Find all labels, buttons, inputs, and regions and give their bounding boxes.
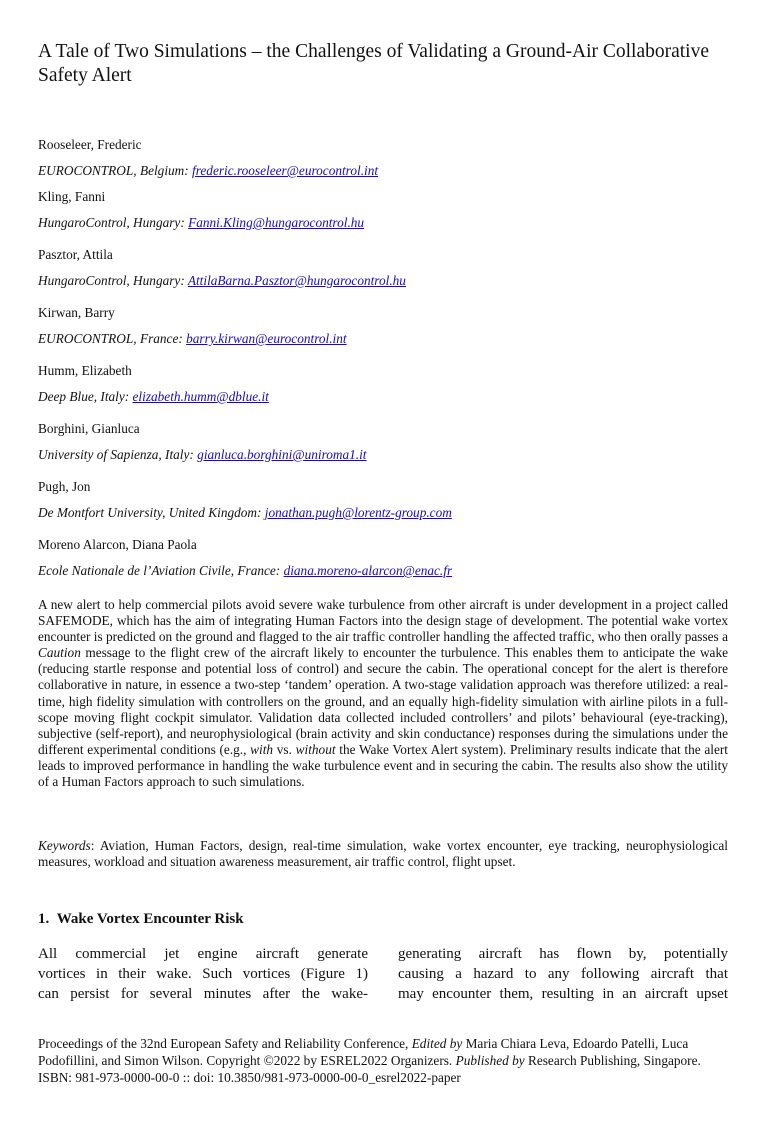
author-email-link[interactable]: gianluca.borghini@uniroma1.it	[197, 447, 367, 462]
author-email-link[interactable]: elizabeth.humm@dblue.it	[132, 389, 269, 404]
author-affiliation	[38, 210, 728, 236]
author-affiliation	[38, 442, 728, 468]
author-entry	[38, 416, 728, 468]
author-name: Rooseleer, Frederic	[38, 137, 142, 152]
author-email-link[interactable]: Fanni.Kling@hungarocontrol.hu	[188, 215, 365, 230]
author-email-link[interactable]: jonathan.pugh@lorentz-group.com	[264, 505, 452, 520]
author-name: Kling, Fanni	[38, 189, 106, 204]
abstract-text: message to the flight crew of the aircraft likely to encounter the turbulence. This enables them to anticipate the wake (reducing startle response and potential loss of control) and secure the cabin. The operational concept for the alert is therefore collaborative in nature, in essence a two-step ‘tandem’ operation. A two-stage validation approach was therefore utilized: a real-time, high fidelity simulation with controllers on the ground, and an equally high-fidelity simulation with airline pilots in a full-scope moving flight cockpit simulator. Validation data collected included controllers’ and pilots’ behavioural (eye-tracking), subjective (self-report), and neurophysiological (brain activity and skin conductance) responses during the simulations under the different experimental conditions (e.g.,	[38, 645, 728, 757]
author-entry	[38, 184, 728, 236]
author-name: Moreno Alarcon, Diana Paola	[38, 537, 197, 552]
abstract-text: A new alert to help commercial pilots avoid severe wake turbulence from other aircraft is under development in a project called SAFEMODE, which has the aim of integrating Human Factors into the design stage of development. The potential wake vortex encounter is predicted on the ground and flagged to the air traffic controller handling the affected traffic, who then orally passes a	[38, 597, 728, 645]
body-line: can persist for several minutes after the wake-	[38, 986, 368, 1002]
author-list	[38, 132, 728, 584]
author-email-link[interactable]: AttilaBarna.Pasztor@hungarocontrol.hu	[187, 273, 406, 288]
footer-emphasis: Published by	[455, 1053, 525, 1068]
abstract-emphasis: with	[250, 741, 274, 757]
affiliation-text: De Montfort University, United Kingdom:	[38, 505, 262, 520]
body-column-left	[38, 944, 368, 1004]
author-email-link[interactable]: barry.kirwan@eurocontrol.int	[186, 331, 347, 346]
author-name: Humm, Elizabeth	[38, 363, 132, 378]
author-affiliation	[38, 558, 728, 584]
keywords-text: : Aviation, Human Factors, design, real-time simulation, wake vortex encounter, eye tracking, neurophysiological measures, workload and situation awareness measurement, air traffic control, flight upset.	[38, 838, 728, 870]
abstract-text: vs.	[273, 741, 296, 757]
footer-text: Maria Chiara Leva, Edoardo Patelli, Luca Podofillini, and Simon Wilson. Copyright ©2022 by ESREL2022 Organizers.	[38, 1036, 689, 1068]
footer-emphasis: Edited by	[411, 1036, 463, 1051]
keywords-label: Keywords	[38, 838, 91, 853]
author-name: Borghini, Gianluca	[38, 421, 140, 436]
affiliation-text: University of Sapienza, Italy:	[38, 447, 194, 462]
author-affiliation	[38, 384, 728, 410]
author-name: Pasztor, Attila	[38, 247, 113, 262]
abstract-text: the Wake Vortex Alert system). Preliminary results indicate that the alert leads to improved performance in handling the wake turbulence event and in securing the cabin. The results also show the utility of a Human Factors approach to such simulations.	[38, 741, 729, 790]
affiliation-text: HungaroControl, Hungary:	[38, 215, 185, 230]
body-line: generating aircraft has flown by, potentially	[398, 946, 728, 962]
keywords	[38, 838, 728, 870]
author-affiliation	[38, 500, 728, 526]
body-line: vortices in their wake. Such vortices (Figure 1)	[38, 966, 368, 982]
author-name: Kirwan, Barry	[38, 305, 115, 320]
author-email-link[interactable]: frederic.rooseleer@eurocontrol.int	[192, 163, 379, 178]
abstract-emphasis: without	[295, 741, 336, 757]
author-entry	[38, 532, 728, 584]
affiliation-text: EUROCONTROL, France:	[38, 331, 183, 346]
footer-text: Research Publishing, Singapore. ISBN: 981-973-0000-00-0 :: doi: 10.3850/981-973-0000-00-0_esrel2022-paper	[38, 1053, 701, 1085]
footer-text: Proceedings of the 32nd European Safety and Reliability Conference,	[38, 1036, 412, 1051]
author-entry	[38, 132, 728, 184]
abstract-emphasis: Caution	[38, 645, 81, 661]
author-affiliation	[38, 268, 728, 294]
body-column-right	[398, 944, 728, 1004]
body-line: may encounter them, resulting in an aircraft upset	[398, 986, 728, 1002]
author-entry	[38, 300, 728, 352]
abstract	[38, 597, 728, 790]
author-entry	[38, 242, 728, 294]
affiliation-text: Ecole Nationale de l’Aviation Civile, France:	[38, 563, 281, 578]
affiliation-text: Deep Blue, Italy:	[38, 389, 130, 404]
author-affiliation	[38, 158, 728, 184]
affiliation-text: HungaroControl, Hungary:	[38, 273, 185, 288]
section-heading: 1. Wake Vortex Encounter Risk	[38, 911, 244, 927]
author-name: Pugh, Jon	[38, 479, 91, 494]
paper-title: A Tale of Two Simulations – the Challenges of Validating a Ground-Air Collaborative Safety Alert	[38, 41, 709, 86]
author-entry	[38, 358, 728, 410]
proceedings-footer	[38, 1035, 728, 1086]
author-entry	[38, 474, 728, 526]
body-line: All commercial jet engine aircraft generate	[38, 946, 368, 962]
body-line: causing a hazard to any following aircraft that	[398, 966, 728, 982]
affiliation-text: EUROCONTROL, Belgium:	[38, 163, 189, 178]
author-affiliation	[38, 326, 728, 352]
author-email-link[interactable]: diana.moreno-alarcon@enac.fr	[283, 563, 453, 578]
